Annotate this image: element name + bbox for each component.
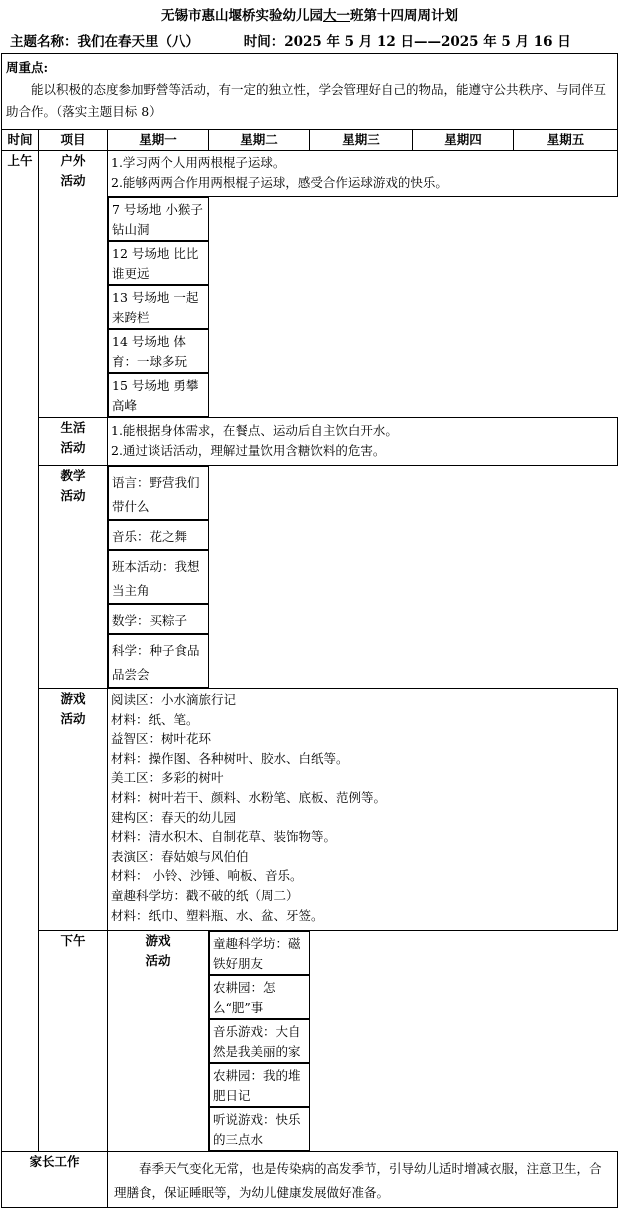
outdoor-friday: 15 号场地 勇攀高峰 <box>108 373 209 417</box>
date-range: 时间：2025 年 5 月 12 日——2025 年 5 月 16 日 <box>243 34 571 50</box>
parents-label: 家长工作 <box>2 1152 108 1208</box>
game-line: 建构区：春天的幼儿园 <box>111 809 237 825</box>
game-line: 童趣科学坊：戳不破的纸（周二） <box>111 887 299 903</box>
outdoor-goal: 2.能够两两合作用两根棍子运球，感受合作运球游戏的快乐。 <box>111 175 448 190</box>
weekly-plan-table <box>1 53 618 1208</box>
parents-text: 春季天气变化无常，也是传染病的高发季节，引导幼儿适时增减衣服，注意卫生，合理膳食，保证睡眠等，为幼儿健康发展做好准备。 <box>114 1161 602 1200</box>
focus-label: 周重点: <box>6 60 49 75</box>
teaching-thursday: 数学：买粽子 <box>108 604 209 634</box>
theme-name: 主题名称：我们在春天里（八） <box>10 34 199 50</box>
game-line: 益智区：树叶花环 <box>111 731 212 747</box>
afternoon-games-label: 游戏 活动 <box>108 931 209 1152</box>
outdoor-thursday: 14 号场地 体育：一球多玩 <box>108 329 209 373</box>
outdoor-tuesday: 12 号场地 比比谁更远 <box>108 241 209 285</box>
focus-row <box>2 54 618 130</box>
outdoor-goals <box>108 151 618 197</box>
games-row <box>2 689 618 931</box>
life-item: 1.能根据身体需求，在餐点、运动后自主饮白开水。 <box>111 423 398 438</box>
parents-text-cell <box>108 1152 618 1208</box>
teaching-monday: 语言：野营我们带什么 <box>108 466 209 520</box>
game-line: 阅读区：小水滴旅行记 <box>111 692 237 707</box>
teaching-wednesday: 班本活动：我想当主角 <box>108 550 209 604</box>
title-class: 大一 <box>323 8 350 24</box>
subtitle <box>10 30 610 50</box>
outdoor-wednesday: 13 号场地 一起来跨栏 <box>108 285 209 329</box>
game-areas <box>108 689 618 931</box>
outdoor-goal: 1.学习两个人用两根棍子运球。 <box>111 155 286 170</box>
afternoon-monday: 童趣科学坊：磁铁好朋友 <box>209 931 310 975</box>
afternoon-friday: 听说游戏：快乐的三点水 <box>209 1107 310 1151</box>
title-suffix: 班第十四周周计划 <box>350 8 458 24</box>
outdoor-goals-row <box>2 151 618 197</box>
game-line: 美工区：多彩的树叶 <box>111 770 224 786</box>
teaching-tuesday: 音乐：花之舞 <box>108 520 209 550</box>
afternoon-row <box>2 931 618 1152</box>
games-label: 游戏 活动 <box>39 689 108 931</box>
life-items <box>108 418 618 466</box>
life-label: 生活 活动 <box>39 418 108 466</box>
life-row <box>2 418 618 466</box>
afternoon-wednesday: 音乐游戏：大自然是我美丽的家 <box>209 1019 310 1063</box>
teaching-label: 教学 活动 <box>39 466 108 689</box>
outdoor-label: 户外 活动 <box>39 151 108 418</box>
header-thursday: 星期四 <box>413 130 514 151</box>
page-title <box>0 4 619 24</box>
focus-text: 能以积极的态度参加野營等活动，有一定的独立性，学会管理好自己的物品，能遵守公共秩序、与同伴互助合作。（落实主题目标 8） <box>6 82 607 119</box>
teaching-row <box>2 466 618 689</box>
parents-row <box>2 1152 618 1208</box>
game-line: 材料：纸巾、塑料瓶、水、盆、牙签。 <box>111 907 324 923</box>
game-line: 材料：操作图、各种树叶、胶水、白纸等。 <box>111 750 349 766</box>
game-line: 材料：树叶若干、颜料、水粉笔、底板、范例等。 <box>111 789 387 805</box>
afternoon-tuesday: 农耕园：怎么“肥”事 <box>209 975 310 1019</box>
teaching-friday: 科学：种子食品品尝会 <box>108 634 209 688</box>
afternoon-thursday: 农耕园：我的堆肥日记 <box>209 1063 310 1107</box>
header-wednesday: 星期三 <box>310 130 413 151</box>
header-time: 时间 <box>2 130 39 151</box>
pm-label: 下午 <box>39 931 108 1152</box>
game-line: 材料：纸、笔。 <box>111 711 199 727</box>
outdoor-monday: 7 号场地 小猴子钻山洞 <box>108 197 209 241</box>
weekly-focus <box>2 54 618 130</box>
am-label: 上午 <box>2 151 39 1152</box>
life-item: 2.通过谈话活动，理解过量饮用含糖饮料的危害。 <box>111 443 386 458</box>
title-prefix: 无锡市惠山堰桥实验幼儿园 <box>161 8 323 24</box>
game-line: 材料：清水积木、自制花草、装饰物等。 <box>111 829 337 845</box>
header-friday: 星期五 <box>514 130 618 151</box>
header-monday: 星期一 <box>108 130 209 151</box>
header-item: 项目 <box>39 130 108 151</box>
game-line: 材料： 小铃、沙锤、响板、音乐。 <box>111 868 303 884</box>
header-tuesday: 星期二 <box>209 130 310 151</box>
game-line: 表演区：春姑娘与风伯伯 <box>111 848 249 864</box>
header-row <box>2 130 618 151</box>
